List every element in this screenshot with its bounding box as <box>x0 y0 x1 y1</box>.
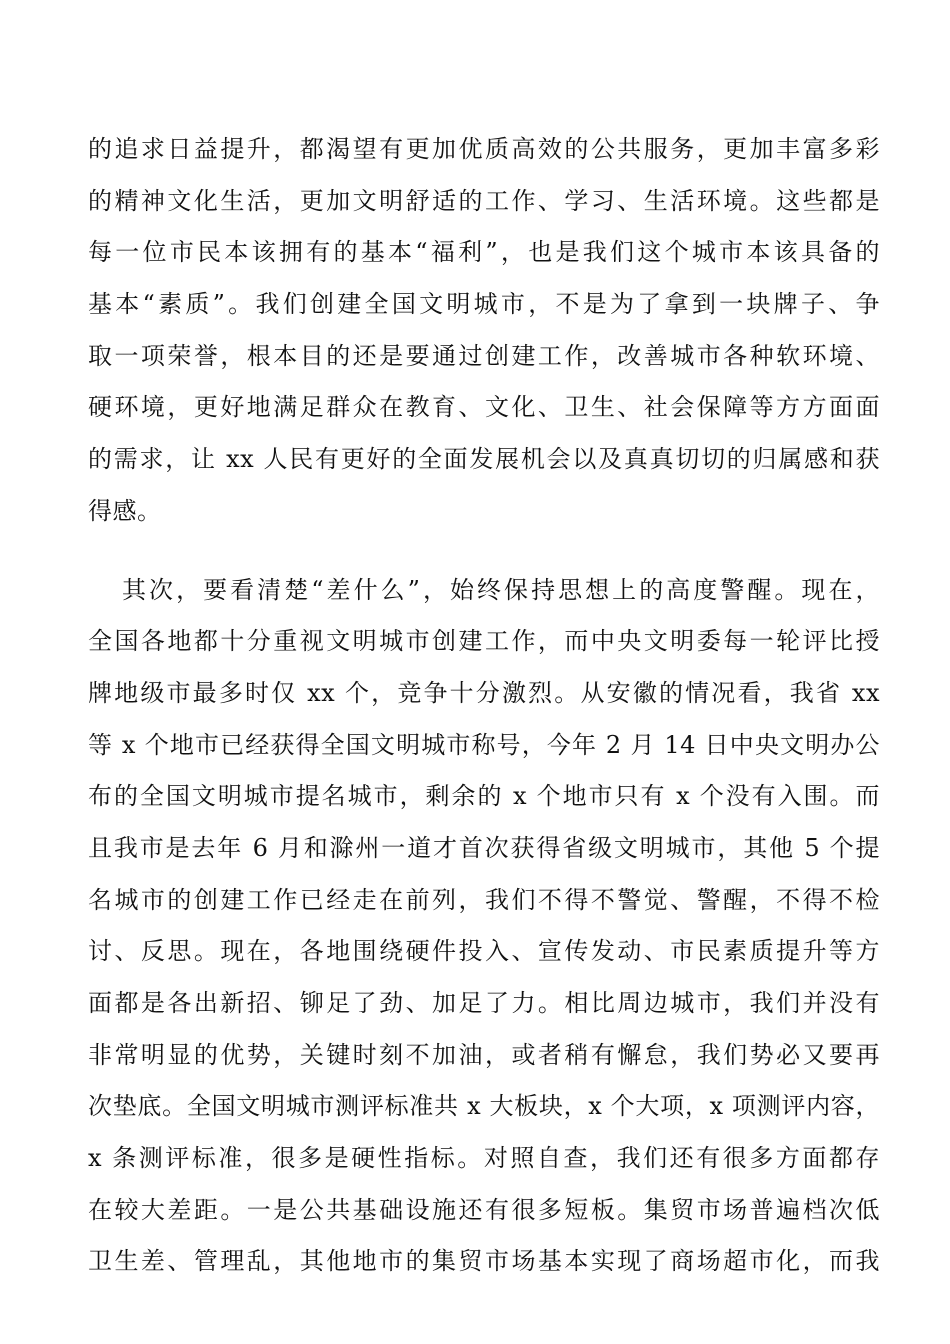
text-line: 等 x 个地市已经获得全国文明城市称号，今年 2 月 14 日中央文明办公 <box>88 730 880 759</box>
paragraph-1 <box>88 124 880 538</box>
text-line: 名城市的创建工作已经走在前列，我们不得不警觉、警醒，不得不检 <box>88 885 880 914</box>
paragraph-2 <box>88 565 880 1289</box>
text-line: 的需求，让 xx 人民有更好的全面发展机会以及真真切切的归属感和获 <box>88 445 880 474</box>
text-line: 且我市是去年 6 月和滁州一道才首次获得省级文明城市，其他 5 个提 <box>88 833 880 862</box>
text-line: 全国各地都十分重视文明城市创建工作，而中央文明委每一轮评比授 <box>88 627 880 656</box>
text-line: 讨、反思。现在，各地围绕硬件投入、宣传发动、市民素质提升等方 <box>88 937 880 966</box>
text-line: 取一项荣誉，根本目的还是要通过创建工作，改善城市各种软环境、 <box>88 341 880 370</box>
text-line: 卫生差、管理乱，其他地市的集贸市场基本实现了商场超市化，而我 <box>88 1247 880 1276</box>
text-line: 的追求日益提升，都渴望有更加优质高效的公共服务，更加丰富多彩 <box>88 135 880 163</box>
text-line: 牌地级市最多时仅 xx 个，竞争十分激烈。从安徽的情况看，我省 xx <box>88 678 880 707</box>
text-line: 非常明显的优势，关键时刻不加油，或者稍有懈怠，我们势必又要再 <box>88 1040 880 1069</box>
text-line: x 条测评标准，很多是硬性指标。对照自查，我们还有很多方面都存 <box>88 1144 880 1173</box>
text-line: 每一位市民本该拥有的基本“福利”，也是我们这个城市本该具备的 <box>88 238 880 267</box>
text-line: 基本“素质”。我们创建全国文明城市，不是为了拿到一块牌子、争 <box>88 290 880 319</box>
text-line: 在较大差距。一是公共基础设施还有很多短板。集贸市场普遍档次低 <box>88 1195 880 1224</box>
text-line: 硬环境，更好地满足群众在教育、文化、卫生、社会保障等方方面面 <box>88 393 880 422</box>
text-line: 其次，要看清楚“差什么”，始终保持思想上的高度警醒。现在， <box>122 575 880 604</box>
text-line: 布的全国文明城市提名城市，剩余的 x 个地市只有 x 个没有入围。而 <box>88 782 880 811</box>
text-line: 的精神文化生活，更加文明舒适的工作、学习、生活环境。这些都是 <box>88 186 880 215</box>
paragraph-spacer <box>88 538 880 565</box>
text-line: 得感。 <box>88 496 162 525</box>
text-line: 面都是各出新招、铆足了劲、加足了力。相比周边城市，我们并没有 <box>88 989 880 1017</box>
document-page <box>88 124 880 1288</box>
text-line: 次垫底。全国文明城市测评标准共 x 大板块，x 个大项，x 项测评内容， <box>88 1092 880 1121</box>
